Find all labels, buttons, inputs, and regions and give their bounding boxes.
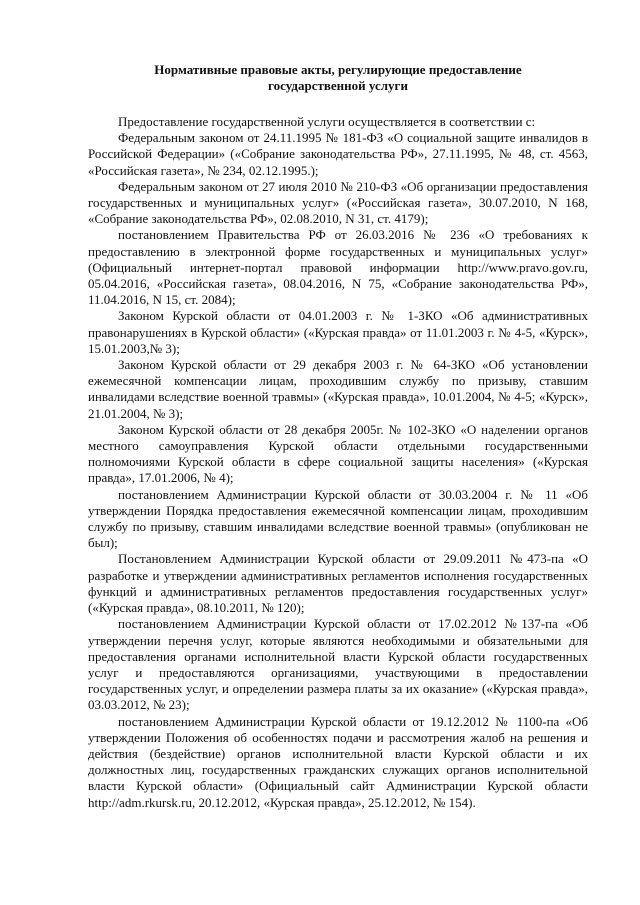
- legal-act-kursk-resolution-137: постановлением Администрации Курской области от 17.02.2012 №137-па «Об утверждении перечня услуг, которые являются необходимыми и обязательными для предоставления органами исполнительной власти Курской области государственных услуг и предоставляются организациями, участвующими в предоставлении государственных услуг, и определении размера платы за их оказание» («Курская правда», 03.03.2012, № 23);: [88, 616, 588, 713]
- document-title-line-2: государственной услуги: [268, 78, 408, 93]
- document-title: [88, 62, 588, 94]
- intro-paragraph: Предоставление государственной услуги осуществляется в соответствии с:: [118, 114, 536, 129]
- legal-act-kursk-resolution-11: постановлением Администрации Курской области от 30.03.2004 г. № 11 «Об утверждении Порядка предоставления ежемесячной компенсации лицам, проходившим службу по призыву, ставшим инвалидами вследствие военной травмы» (опубликован не был);: [88, 486, 588, 551]
- legal-act-government-resolution-236: постановлением Правительства РФ от 26.03.2016 № 236 «О требованиях к предоставлению в электронной форме государственных и муниципальных услуг» (Официальный интернет-портал правовой информации http://www.pravo.gov.ru, 05.04.2016, «Российская газета», 08.04.2016, N 75, «Собрание законодательства РФ», 11.04.2016, N 15, ст. 2084);: [88, 227, 588, 308]
- legal-act-federal-law-210: Федеральным законом от 27 июля 2010 № 210-ФЗ «Об организации предоставления государственных и муниципальных услуг» («Российская газета», 30.07.2010, N 168, «Собрание законодательства РФ», 02.08.2010, N 31, ст. 4179);: [88, 178, 588, 227]
- legal-act-federal-law-181: Федеральным законом от 24.11.1995 № 181-ФЗ «О социальной защите инвалидов в Российской Федерации» («Собрание законодательства РФ», 27.11.1995, № 48, ст. 4563, «Российская газета», № 234, 02.12.1995.);: [88, 130, 588, 178]
- legal-act-kursk-resolution-1100: постановлением Администрации Курской области от 19.12.2012 № 1100-па «Об утверждении Положения об особенностях подачи и рассмотрения жалоб на решения и действия (бездействие) органов исполнительной власти Курской области и их должностных лиц, государственных гражданских служащих органов исполнительной власти Курской области» (Официальный сайт Администрации Курской области http://adm.rkursk.ru, 20.12.2012, «Курская правда», 25.12.2012, № 154).: [88, 713, 588, 810]
- document-title-line-1: Нормативные правовые акты, регулирующие предоставление: [154, 62, 522, 77]
- document-page: [88, 62, 588, 811]
- legal-act-kursk-law-102: Законом Курской области от 28 декабря 2005г. № 102-ЗКО «О наделении органов местного самоуправления Курской области отдельными государственными полномочиями Курской области в сфере социальной защиты населения» («Курская правда», 17.01.2006, № 4);: [88, 421, 588, 486]
- legal-act-kursk-law-64: Законом Курской области от 29 декабря 2003 г. № 64-ЗКО «Об установлении ежемесячной компенсации лицам, проходившим службу по призыву, ставшим инвалидами вследствие военной травмы» («Курская правда», 10.01.2004, № 4-5; «Курск», 21.01.2004, № 3);: [88, 357, 588, 421]
- legal-act-kursk-law-1: Законом Курской области от 04.01.2003 г. № 1-ЗКО «Об административных правонарушениях в Курской области» («Курская правда» от 11.01.2003 г. № 4-5, «Курск», 15.01.2003,№ 3);: [88, 308, 588, 356]
- legal-act-kursk-resolution-473: Постановлением Администрации Курской области от 29.09.2011 №473-па «О разработке и утверждении административных регламентов исполнения государственных функций и административных регламентов предоставления государственных услуг» («Курская правда», 08.10.2011, № 120);: [88, 551, 588, 616]
